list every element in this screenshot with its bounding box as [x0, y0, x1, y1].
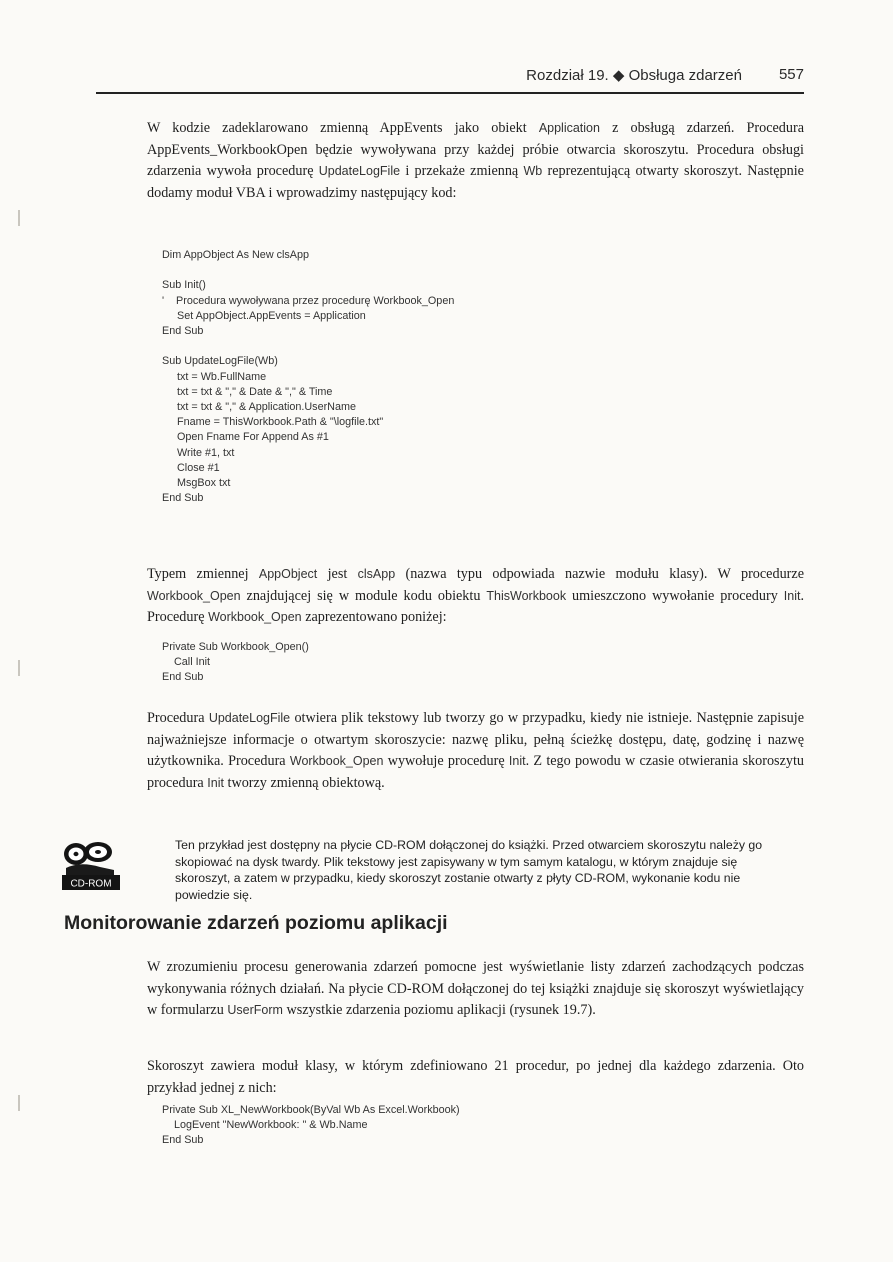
margin-mark	[18, 660, 20, 676]
cd-rom-icon	[62, 837, 120, 897]
page-number: 557	[778, 66, 804, 83]
code-block-workbook-open: Private Sub Workbook_Open() Call Init End Sub	[162, 641, 309, 684]
paragraph-class-module: Skoroszyt zawiera moduł klasy, w którym zdefiniowano 21 procedur, po jednej dla każdego zdarzenia. Oto przykład jednej z nich:	[147, 1058, 804, 1096]
margin-mark	[18, 1095, 20, 1111]
running-header	[96, 66, 804, 88]
paragraph-monitoring: W zrozumieniu procesu generowania zdarzeń pomocne jest wyświetlanie listy zdarzeń zachodzących podczas wykonywania różnych działań. Na płycie CD-ROM dołączonej do tej książki znajduje się skoroszyt wyświetlający w formularzu UserForm wszystkie zdarzenia poziomu aplikacji (rysunek 19.7).	[147, 959, 804, 1018]
cd-rom-note: Ten przykład jest dostępny na płycie CD-ROM dołączonej do książki. Przed otwarciem skoroszytu należy go skopiować na dysk twardy. Plik tekstowy jest zapisywany w tym samym katalogu, w którym znajduje się skoroszyt, a zatem w przypadku, kiedy skoroszyt zostanie otwarty z płyty CD-ROM, wykonanie kodu nie powiedzie się.	[175, 838, 763, 902]
section-heading: Monitorowanie zdarzeń poziomu aplikacji	[64, 912, 448, 934]
code-block-newworkbook: Private Sub XL_NewWorkbook(ByVal Wb As Excel.Workbook) LogEvent "NewWorkbook: " & Wb.Name End Sub	[162, 1104, 460, 1147]
paragraph-updatelogfile: Procedura UpdateLogFile otwiera plik tekstowy lub tworzy go w przypadku, kiedy nie istnieje. Następnie zapisuje najważniejsze informacje o otwartym skoroszycie: nazwę pliku, pełną ścieżkę dostępu, datę, godzinę i nazwę użytkownika. Procedura Workbook_Open wywołuje procedurę Init. Z tego powodu w czasie otwierania skoroszytu procedura Init tworzy zmienną obiektową.	[147, 710, 804, 791]
cd-rom-label: CD-ROM	[70, 878, 112, 890]
code-block-module: Dim AppObject As New clsApp Sub Init() ' Procedura wywoływana przez procedurę Workbook_Open Set AppObject.AppEvents = Application End Sub Sub UpdateLogFile(Wb) txt = Wb.FullName txt = txt & "," & Date & "," & Time txt = txt & "," & Application.UserName Fname = ThisWorkbook.Path & "\logfile.txt" Open Fname For Append As #1 Write #1, txt Close #1 MsgBox txt End Sub	[162, 249, 455, 505]
paragraph-appobject: Typem zmiennej AppObject jest clsApp (nazwa typu odpowiada nazwie modułu klasy). W procedurze Workbook_Open znajdującej się w module kodu obiektu ThisWorkbook umieszczono wywołanie procedury Init. Procedurę Workbook_Open zaprezentowano poniżej:	[147, 566, 804, 625]
chapter-title: Rozdział 19. ◆ Obsługa zdarzeń	[526, 67, 742, 84]
margin-mark	[18, 210, 20, 226]
paragraph-intro: W kodzie zadeklarowano zmienną AppEvents jako obiekt Application z obsługą zdarzeń. Procedura AppEvents_WorkbookOpen będzie wywoływana przy każdej próbie otwarcia skoroszytu. Procedura obsługi zdarzenia wywoła procedurę UpdateLogFile i przekaże zmienną Wb reprezentującą otwarty skoroszyt. Następnie dodamy moduł VBA i wprowadzimy następujący kod:	[147, 120, 805, 201]
header-rule	[96, 92, 804, 94]
